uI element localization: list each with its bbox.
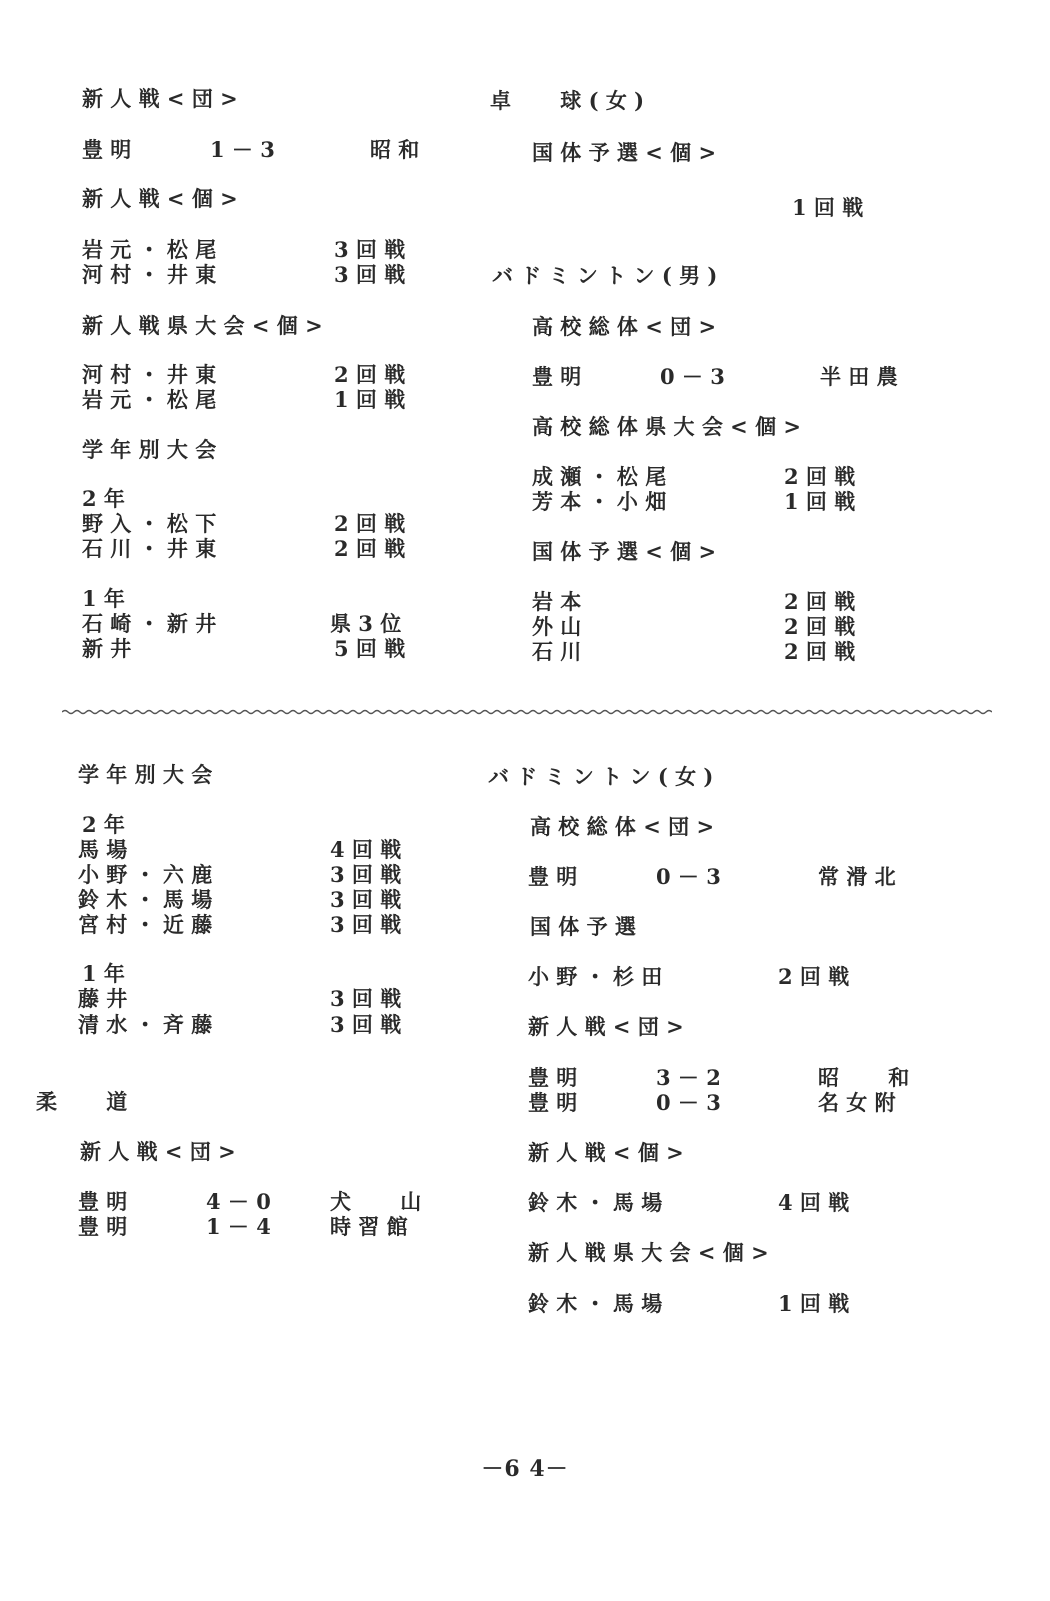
- br-score: 0 － 3: [656, 864, 721, 889]
- tl-pair-name: 岩 元 ・ 松 尾: [82, 237, 217, 262]
- tl-grade-label: 1 年: [82, 586, 125, 611]
- tr-section-national-qual: 国 体 予 選 < 個 >: [532, 140, 717, 165]
- br-section-pref-individual: 新 人 戦 県 大 会 < 個 >: [528, 1240, 769, 1265]
- br-section-new-team: 新 人 戦 < 団 >: [528, 1014, 684, 1039]
- br-team-name: 豊 明: [528, 1065, 578, 1090]
- tl-team-name: 豊 明: [82, 137, 132, 162]
- tl-pair-name: 石 川 ・ 井 東: [82, 536, 217, 561]
- bl-opponent: 犬 山: [330, 1189, 422, 1214]
- bl-player-name: 藤 井: [78, 986, 128, 1011]
- tr-section-hs-team: 高 校 総 体 < 団 >: [532, 314, 717, 339]
- bl-grade-label: 1 年: [82, 961, 125, 986]
- tl-pair-result: 3 回 戦: [334, 237, 406, 262]
- bl-player-name: 馬 場: [78, 837, 128, 862]
- br-pair-name: 鈴 木 ・ 馬 場: [528, 1190, 663, 1215]
- tl-pair-result: 2 回 戦: [334, 362, 406, 387]
- tr-team-name: 豊 明: [532, 364, 582, 389]
- br-opponent: 名 女 附: [818, 1090, 896, 1115]
- page-number: －6 4－: [481, 1456, 569, 1482]
- bl-section-grade: 学 年 別 大 会: [78, 762, 213, 787]
- bl-section-new-team: 新 人 戦 < 団 >: [80, 1139, 236, 1164]
- tr-pair-result: 1 回 戦: [784, 489, 856, 514]
- tr-heading-badminton-men: バ ド ミ ン ト ン ( 男 ): [492, 263, 718, 288]
- tl-pair-result: 2 回 戦: [334, 536, 406, 561]
- br-score: 3 － 2: [656, 1065, 721, 1090]
- br-opponent: 昭 和: [818, 1065, 910, 1090]
- tr-pair-result: 2 回 戦: [784, 464, 856, 489]
- bl-pair-name: 小 野 ・ 六 鹿: [78, 862, 213, 887]
- tr-section-hs-pref-individual: 高 校 総 体 県 大 会 < 個 >: [532, 414, 801, 439]
- bl-player-result: 4 回 戦: [330, 837, 402, 862]
- bl-score: 4 － 0: [206, 1189, 271, 1214]
- tl-pair-result: 1 回 戦: [334, 387, 406, 412]
- tr-opponent: 半 田 農: [820, 364, 898, 389]
- br-section-new-individual: 新 人 戦 < 個 >: [528, 1140, 684, 1165]
- tr-player-name: 岩 本: [532, 589, 582, 614]
- tl-opponent: 昭 和: [370, 137, 420, 162]
- tr-pair-name: 成 瀬 ・ 松 尾: [532, 464, 667, 489]
- br-pair-name: 鈴 木 ・ 馬 場: [528, 1291, 663, 1316]
- br-team-name: 豊 明: [528, 864, 578, 889]
- bl-player-result: 3 回 戦: [330, 986, 402, 1011]
- tr-player-name: 石 川: [532, 639, 582, 664]
- bl-team-name: 豊 明: [78, 1214, 128, 1239]
- tr-player-result: 2 回 戦: [784, 614, 856, 639]
- br-heading-badminton-women: バ ド ミ ン ト ン ( 女 ): [488, 764, 714, 789]
- bl-score: 1 － 4: [206, 1214, 271, 1239]
- bl-heading-judo: 柔 道: [36, 1089, 128, 1114]
- tl-score: 1 － 3: [210, 137, 275, 162]
- tr-section-national-qual-2: 国 体 予 選 < 個 >: [532, 539, 717, 564]
- tl-section-grade: 学 年 別 大 会: [82, 437, 217, 462]
- bl-pair-name: 鈴 木 ・ 馬 場: [78, 887, 213, 912]
- br-section-national-qual: 国 体 予 選: [530, 914, 636, 939]
- tl-pair-name: 河 村 ・ 井 東: [82, 262, 217, 287]
- tr-pair-name: 芳 本 ・ 小 畑: [532, 489, 667, 514]
- wavy-divider: [62, 706, 992, 718]
- tl-pair-name: 石 崎 ・ 新 井: [82, 611, 217, 636]
- tl-pair-result: 県 3 位: [330, 611, 402, 636]
- bl-pair-result: 3 回 戦: [330, 912, 402, 937]
- tl-pair-result: 2 回 戦: [334, 511, 406, 536]
- br-team-name: 豊 明: [528, 1090, 578, 1115]
- br-pair-name: 小 野 ・ 杉 田: [528, 964, 663, 989]
- br-pair-result: 4 回 戦: [778, 1190, 850, 1215]
- br-score: 0 － 3: [656, 1090, 721, 1115]
- br-pair-result: 1 回 戦: [778, 1291, 850, 1316]
- tr-heading-table-tennis: 卓 球 ( 女 ): [490, 88, 645, 113]
- tl-pair-name: 河 村 ・ 井 東: [82, 362, 217, 387]
- tl-section-new-individual: 新 人 戦 < 個 >: [82, 186, 238, 211]
- tr-player-name: 外 山: [532, 614, 582, 639]
- br-section-hs-team: 高 校 総 体 < 団 >: [530, 814, 715, 839]
- tl-pair-name: 野 入 ・ 松 下: [82, 511, 217, 536]
- tl-pair-name: 岩 元 ・ 松 尾: [82, 387, 217, 412]
- tr-player-result: 2 回 戦: [784, 639, 856, 664]
- tl-pair-name: 新 井: [82, 636, 132, 661]
- bl-pair-result: 3 回 戦: [330, 887, 402, 912]
- br-pair-result: 2 回 戦: [778, 964, 850, 989]
- bl-pair-name: 宮 村 ・ 近 藤: [78, 912, 213, 937]
- tr-score: 0 － 3: [660, 364, 725, 389]
- bl-pair-result: 3 回 戦: [330, 1012, 402, 1037]
- tr-player-result: 2 回 戦: [784, 589, 856, 614]
- tl-pair-result: 3 回 戦: [334, 262, 406, 287]
- bl-grade-label: 2 年: [82, 812, 125, 837]
- tl-pair-result: 5 回 戦: [334, 636, 406, 661]
- bl-pair-result: 3 回 戦: [330, 862, 402, 887]
- bl-pair-name: 清 水 ・ 斉 藤: [78, 1012, 213, 1037]
- tl-grade-label: 2 年: [82, 486, 125, 511]
- bl-opponent: 時 習 館: [330, 1214, 408, 1239]
- tl-section-new-team: 新 人 戦 < 団 >: [82, 86, 238, 111]
- tl-section-pref-individual: 新 人 戦 県 大 会 < 個 >: [82, 313, 323, 338]
- bl-team-name: 豊 明: [78, 1189, 128, 1214]
- br-opponent: 常 滑 北: [818, 864, 896, 889]
- tr-result: 1 回 戦: [792, 195, 864, 220]
